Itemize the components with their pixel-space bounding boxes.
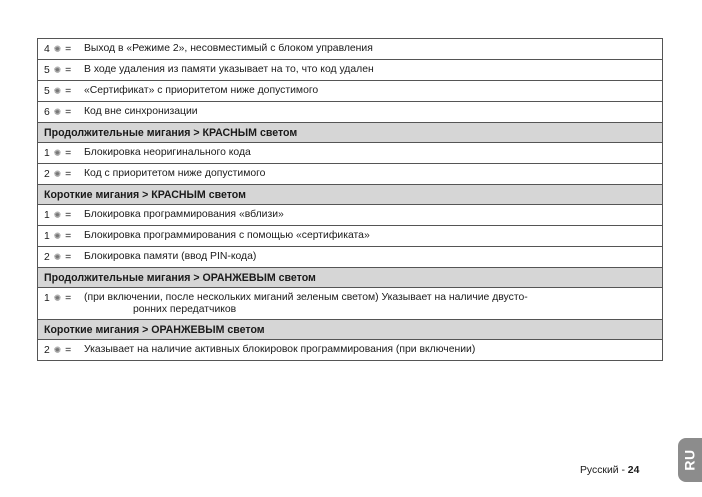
description bbox=[84, 43, 656, 55]
blink-code bbox=[44, 106, 84, 119]
blink-code bbox=[44, 147, 84, 160]
blink-code bbox=[44, 43, 84, 56]
blink-count: 1 bbox=[44, 293, 50, 304]
blink-code bbox=[44, 344, 84, 357]
blink-count: 6 bbox=[44, 107, 50, 118]
section-header bbox=[37, 185, 663, 205]
blink-code bbox=[44, 209, 84, 222]
description-continuation: ронних передатчиков bbox=[133, 304, 237, 315]
section-header-text: Продолжительные мигания > КРАСНЫМ светом bbox=[44, 127, 298, 139]
description-text: Блокировка неоригинального кода bbox=[84, 147, 251, 158]
equals-sign: = bbox=[65, 293, 72, 304]
blink-count: 1 bbox=[44, 210, 50, 221]
flash-icon: ✺ bbox=[53, 148, 62, 158]
flash-icon: ✺ bbox=[53, 169, 62, 179]
language-tab-label: RU bbox=[681, 449, 698, 471]
table-row bbox=[37, 102, 663, 123]
description-text: Выход в «Режиме 2», несовместимый с блоком управления bbox=[84, 43, 373, 54]
table-row bbox=[37, 226, 663, 247]
table-row bbox=[37, 81, 663, 102]
equals-sign: = bbox=[65, 148, 72, 159]
table-row bbox=[37, 205, 663, 226]
description bbox=[84, 147, 656, 159]
flash-icon: ✺ bbox=[53, 86, 62, 96]
section-header bbox=[37, 268, 663, 288]
blink-count: 2 bbox=[44, 345, 50, 356]
section-header-text: Короткие мигания > КРАСНЫМ светом bbox=[44, 189, 246, 201]
flash-icon: ✺ bbox=[53, 252, 62, 262]
description-text: Указывает на наличие активных блокировок программирования (при включении) bbox=[84, 344, 476, 355]
blink-code bbox=[44, 251, 84, 264]
blink-code bbox=[44, 168, 84, 181]
flash-icon: ✺ bbox=[53, 210, 62, 220]
description bbox=[84, 106, 656, 118]
equals-sign: = bbox=[65, 210, 72, 221]
equals-sign: = bbox=[65, 169, 72, 180]
description-text: Блокировка программирования «вблизи» bbox=[84, 209, 284, 220]
section-header bbox=[37, 320, 663, 340]
table-row bbox=[37, 39, 663, 60]
equals-sign: = bbox=[65, 86, 72, 97]
flash-icon: ✺ bbox=[53, 107, 62, 117]
description-text: «Сертификат» с приоритетом ниже допустимого bbox=[84, 85, 319, 96]
flash-icon: ✺ bbox=[53, 44, 62, 54]
page-number: 24 bbox=[627, 465, 640, 476]
blink-count: 5 bbox=[44, 65, 50, 76]
description bbox=[84, 230, 656, 242]
description bbox=[84, 64, 656, 76]
description-text: В ходе удаления из памяти указывает на то, что код удален bbox=[84, 64, 374, 75]
equals-sign: = bbox=[65, 65, 72, 76]
flash-icon: ✺ bbox=[53, 293, 62, 303]
blink-code bbox=[44, 64, 84, 77]
description-text: (при включении, после нескольких миганий зеленым светом) Указывает на наличие двусто- bbox=[84, 292, 528, 303]
table-row bbox=[37, 340, 663, 361]
description bbox=[84, 168, 656, 180]
table-row bbox=[37, 60, 663, 81]
blink-count: 1 bbox=[44, 231, 50, 242]
table-row bbox=[37, 288, 663, 320]
table-row bbox=[37, 247, 663, 268]
equals-sign: = bbox=[65, 44, 72, 55]
blink-count: 2 bbox=[44, 169, 50, 180]
description-text: Блокировка памяти (ввод PIN-кода) bbox=[84, 251, 257, 262]
footer-language: Русский - bbox=[580, 465, 625, 476]
description bbox=[84, 85, 656, 97]
blink-code bbox=[44, 230, 84, 243]
section-header bbox=[37, 123, 663, 143]
description bbox=[84, 209, 656, 221]
equals-sign: = bbox=[65, 107, 72, 118]
section-header-text: Короткие мигания > ОРАНЖЕВЫМ светом bbox=[44, 324, 265, 336]
table-row bbox=[37, 164, 663, 185]
equals-sign: = bbox=[65, 345, 72, 356]
section-header-text: Продолжительные мигания > ОРАНЖЕВЫМ светом bbox=[44, 272, 316, 284]
blink-code bbox=[44, 85, 84, 98]
blink-count: 4 bbox=[44, 44, 50, 55]
description-text: Код вне синхронизации bbox=[84, 106, 198, 117]
table-row bbox=[37, 143, 663, 164]
equals-sign: = bbox=[65, 231, 72, 242]
description bbox=[84, 292, 656, 316]
description-text: Код с приоритетом ниже допустимого bbox=[84, 168, 266, 179]
description bbox=[84, 344, 656, 356]
flash-icon: ✺ bbox=[53, 65, 62, 75]
description bbox=[84, 251, 656, 263]
flash-icon: ✺ bbox=[53, 231, 62, 241]
blink-codes-table bbox=[37, 38, 663, 361]
blink-count: 5 bbox=[44, 86, 50, 97]
blink-code bbox=[44, 292, 84, 305]
equals-sign: = bbox=[65, 252, 72, 263]
blink-count: 2 bbox=[44, 252, 50, 263]
blink-count: 1 bbox=[44, 148, 50, 159]
language-tab bbox=[678, 438, 702, 482]
page-footer bbox=[580, 465, 639, 476]
description-text: Блокировка программирования с помощью «сертификата» bbox=[84, 230, 370, 241]
flash-icon: ✺ bbox=[53, 345, 62, 355]
